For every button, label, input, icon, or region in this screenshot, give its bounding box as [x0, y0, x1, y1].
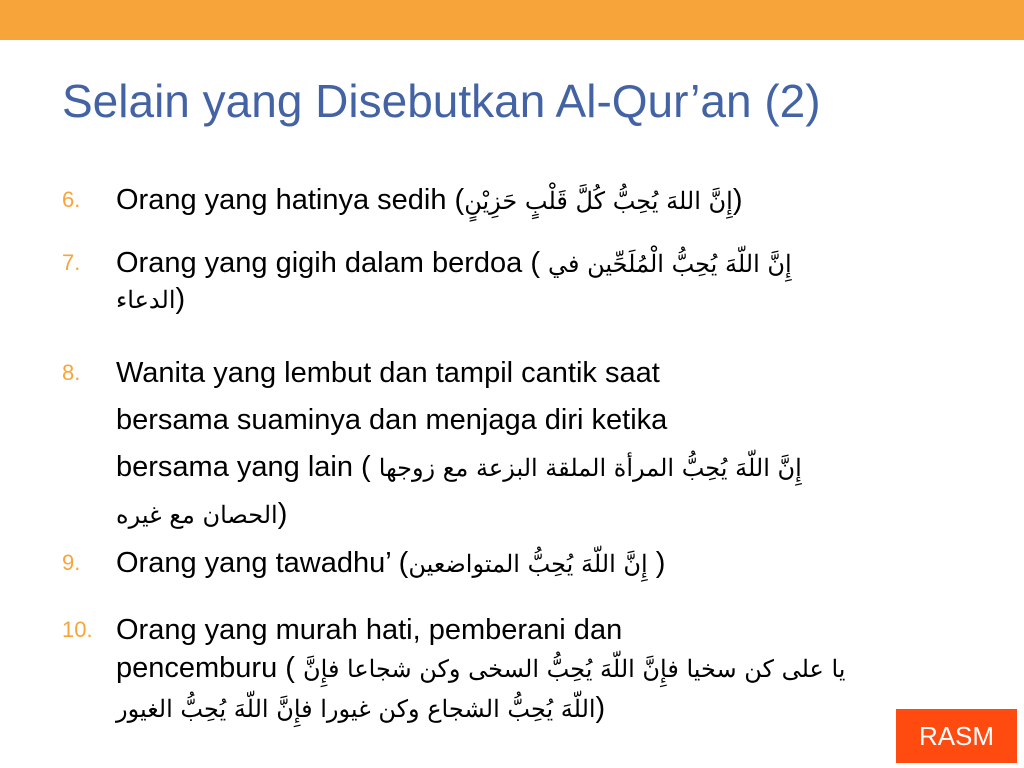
list-item-line [116, 545, 966, 581]
slide-title: Selain yang Disebutkan Al-Qur’an (2) [62, 75, 821, 127]
closing-paren: ) [647, 547, 666, 579]
list-item-line [116, 281, 966, 333]
list-item-line [116, 496, 966, 548]
top-accent-bar [0, 0, 1024, 40]
list-item-line [116, 650, 966, 690]
closing-paren: ) [175, 283, 186, 315]
arabic-text: الحصان مع غيره [116, 501, 278, 529]
list-item-number: 9. [62, 550, 81, 575]
list-item-number: 6. [62, 187, 81, 212]
closing-paren: ) [277, 498, 288, 530]
list-item-text [116, 612, 966, 730]
list-item-line [116, 355, 966, 402]
list-item-number: 7. [62, 250, 81, 275]
arabic-text: إِنَّ اللّهَ يُحِبُّ المتواضعين [408, 550, 648, 578]
closing-paren: ) [595, 692, 606, 724]
latin-text: Orang yang hatinya sedih ( [116, 184, 465, 216]
list-item-line [116, 182, 966, 218]
latin-text: Orang yang tawadhu’ ( [116, 547, 409, 579]
arabic-text: إِنَّ اللهَ يُحِبُّ كُلَّ قَلْبٍ حَزِيْنٍ [464, 187, 733, 215]
list-item-line [116, 690, 966, 730]
list-item-text [116, 355, 966, 548]
list-item-text [116, 545, 966, 581]
latin-text: Orang yang murah hati, pemberani dan [116, 614, 623, 646]
latin-text: bersama yang lain ( [116, 451, 379, 483]
closing-paren: ) [732, 184, 743, 216]
list-item-text [116, 245, 966, 333]
arabic-text: اللّهَ يُحِبُّ الشجاع وكن غيورا فإِنَّ اللّهَ يُحِبُّ الغيور [116, 695, 596, 723]
latin-text: pencemburu ( [116, 652, 303, 684]
list-item-text [116, 182, 966, 218]
arabic-text: إِنَّ اللّهَ يُحِبُّ الْمُلَحِّين في [548, 250, 792, 278]
list-item-line [116, 402, 966, 449]
arabic-text: الدعاء [116, 286, 176, 314]
rasm-button[interactable]: RASM [896, 709, 1017, 763]
list-item-number: 8. [62, 360, 81, 385]
list-item-line [116, 449, 966, 496]
latin-text: Wanita yang lembut dan tampil cantik saat [116, 357, 660, 389]
arabic-text: إِنَّ اللّهَ يُحِبُّ المرأة الملقة البزعة مع زوجها [378, 454, 802, 482]
list-item-line [116, 612, 966, 650]
latin-text: Orang yang gigih dalam berdoa ( [116, 247, 549, 279]
latin-text: bersama suaminya dan menjaga diri ketika [116, 404, 668, 436]
arabic-text: يا على كن سخيا فإِنَّ اللّهَ يُحِبُّ السخى وكن شجاعا فإِنَّ [303, 655, 846, 683]
list-item-line [116, 245, 966, 281]
list-item-number: 10. [62, 617, 93, 642]
